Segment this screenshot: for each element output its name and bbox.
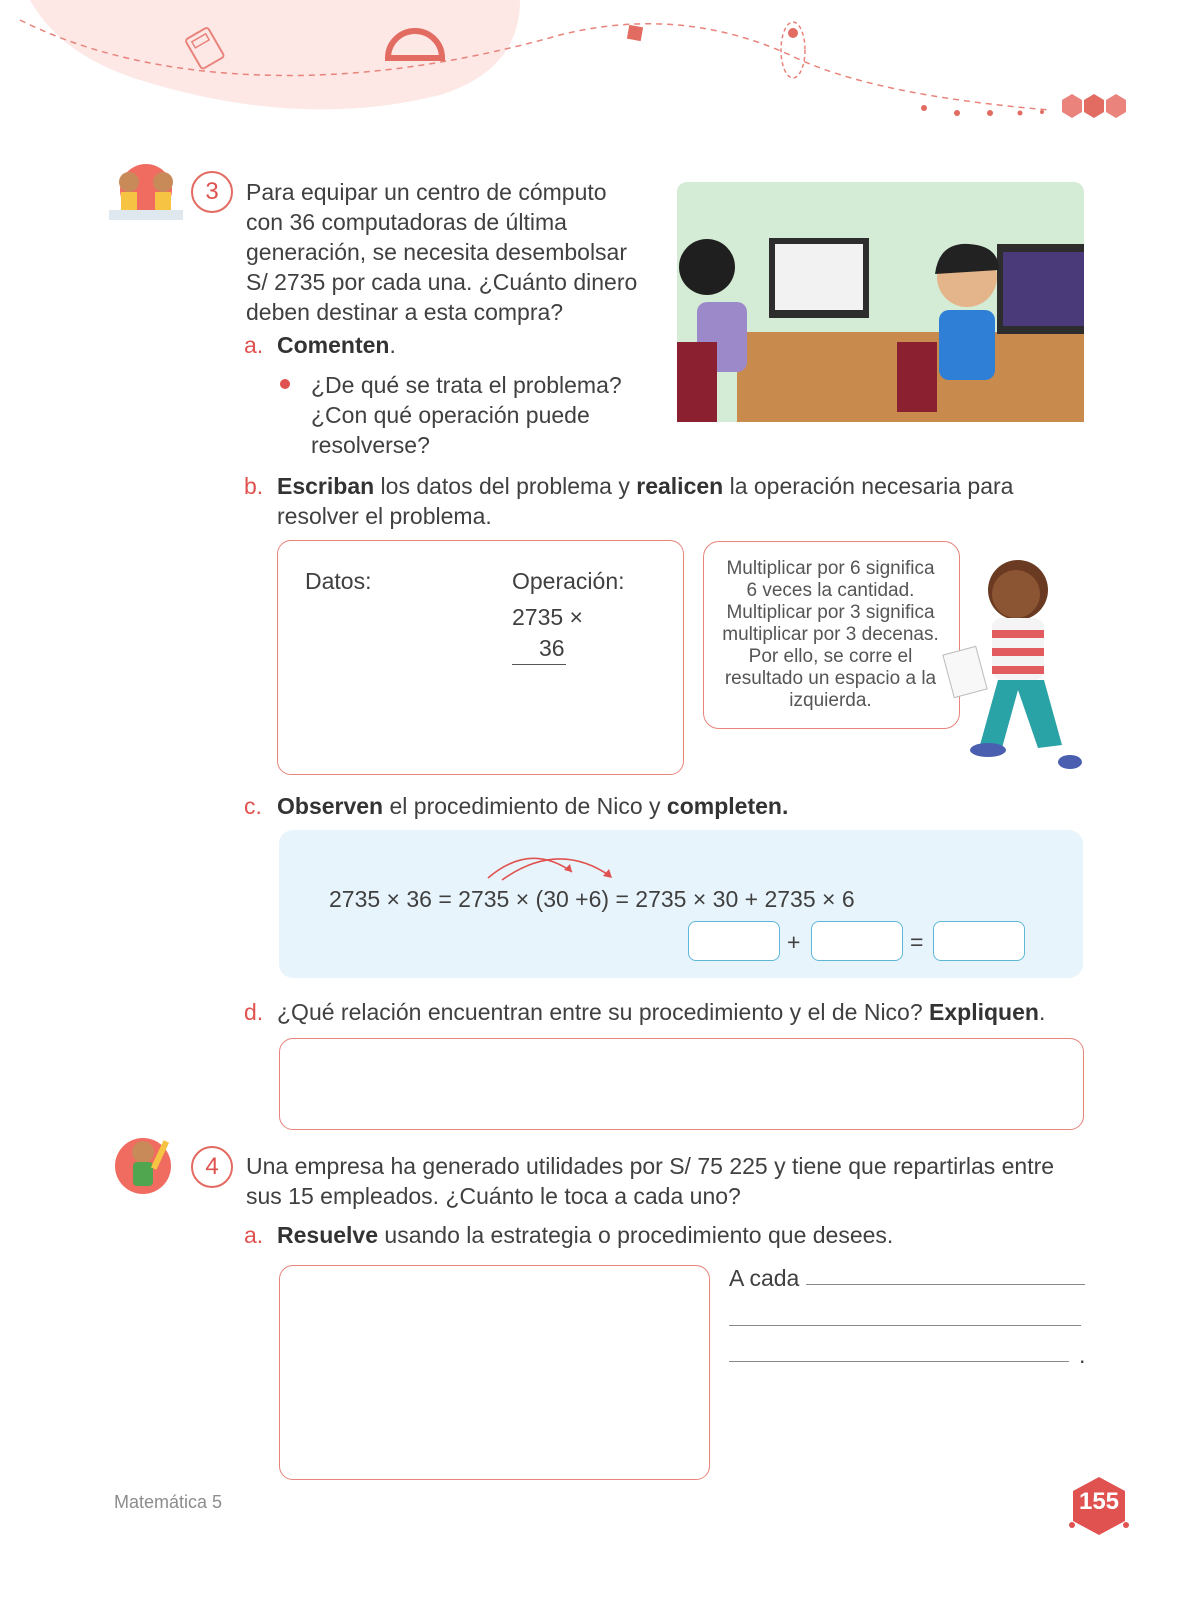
part-a-text: Resuelve usando la estrategia o procedimiento que desees. <box>277 1222 894 1248</box>
book-title: Matemática 5 <box>114 1492 223 1512</box>
answer-prefix: A cada <box>729 1265 800 1291</box>
part-d: d. <box>244 999 264 1025</box>
procedure-equation: 2735 × 36 = 2735 × (30 +6) = 2735 × 30 + 2735 × 6 <box>329 886 855 912</box>
explanation-box[interactable] <box>279 1038 1084 1130</box>
problem-number: 4 <box>191 1146 233 1188</box>
pin-icon <box>781 22 805 78</box>
computer-lab-illustration <box>677 182 1084 422</box>
operation-rule <box>512 664 566 665</box>
equals-sign: = <box>910 929 924 955</box>
part-b-text: Escriban los datos del problema y realicen la operación necesaria para resolver el problema. <box>277 473 1014 529</box>
part-c: c. <box>244 793 262 819</box>
cubes-icon <box>1062 94 1126 118</box>
part-b: b. <box>244 473 264 499</box>
cube-icon <box>627 25 643 41</box>
plus-sign: + <box>787 929 801 955</box>
problem-number: 3 <box>191 171 233 213</box>
page-number: 155 <box>1078 1488 1120 1515</box>
answer-period: . <box>1079 1342 1086 1368</box>
kids-reading-icon <box>105 160 187 226</box>
tip-text: Multiplicar por 6 significa 6 veces la cantidad. Multiplicar por 3 significa multiplicar por 3 decenas. Por ello, se corre el resultado un espacio a la izquierda. <box>722 558 939 711</box>
header-decoration <box>0 0 1193 140</box>
nico-character-illustration <box>940 550 1085 775</box>
part-c-text: Observen el procedimiento de Nico y completen. <box>277 793 789 819</box>
answer-blank-1[interactable] <box>688 921 780 961</box>
solution-box[interactable] <box>279 1265 710 1480</box>
problem-statement: Para equipar un centro de cómputo con 36 computadoras de última generación, se necesita desembolsar S/ 2735 por cada una. ¿Cuánto dinero deben destinar a esta compra? <box>246 179 638 325</box>
part-d-text: ¿Qué relación encuentran entre su procedimiento y el de Nico? Expliquen. <box>277 999 1046 1025</box>
operation-line-2: 36 <box>539 635 565 661</box>
datos-label: Datos: <box>305 568 372 594</box>
distribution-arrow-icon <box>480 846 620 882</box>
bullet-text: ¿De qué se trata el problema? ¿Con qué operación puede resolverse? <box>311 372 622 458</box>
part-a: a. <box>244 1222 264 1248</box>
part-a: a. <box>244 332 264 358</box>
answer-line-2[interactable] <box>729 1325 1081 1326</box>
bullet-icon <box>279 378 291 390</box>
part-a-text: Comenten. <box>277 332 396 358</box>
answer-blank-2[interactable] <box>811 921 903 961</box>
operation-line-1: 2735 × <box>512 604 583 630</box>
operacion-label: Operación: <box>512 568 625 594</box>
answer-line-3[interactable] <box>729 1361 1069 1362</box>
answer-blank-3[interactable] <box>933 921 1025 961</box>
answer-line-1[interactable] <box>806 1284 1085 1285</box>
problem-statement: Una empresa ha generado utilidades por S/ 75 225 y tiene que repartirlas entre sus 15 empleados. ¿Cuánto le toca a cada uno? <box>246 1153 1055 1209</box>
kid-pencil-icon <box>113 1132 179 1202</box>
